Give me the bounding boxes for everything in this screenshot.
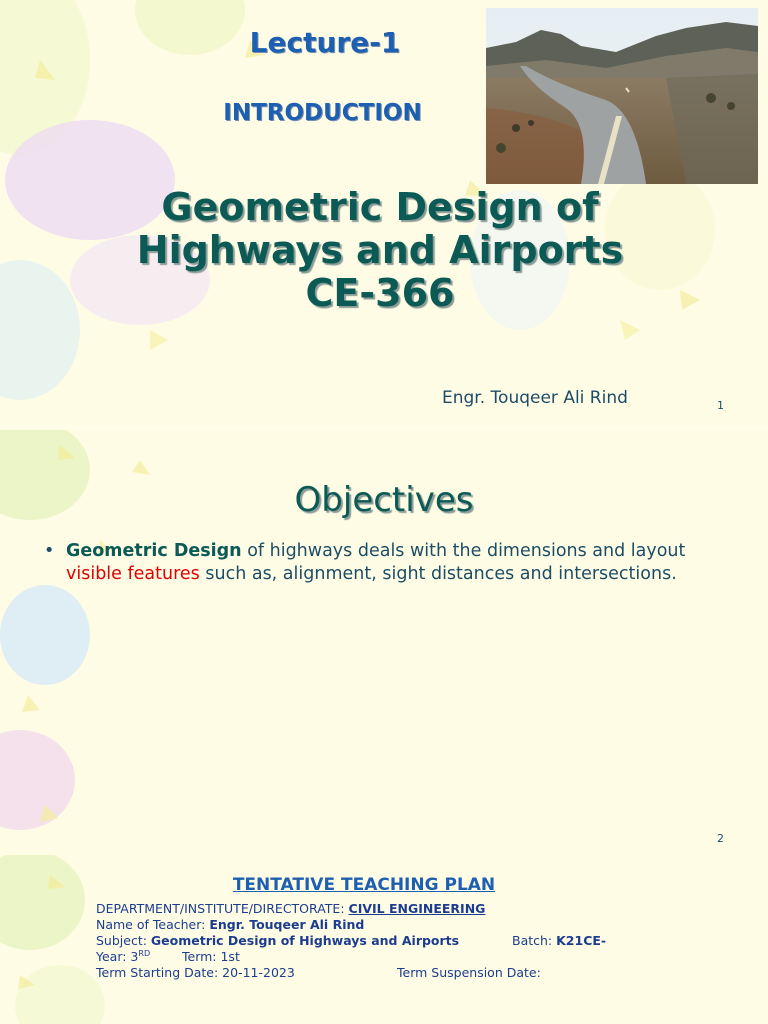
objective-bullet xyxy=(44,540,724,586)
slide-2 xyxy=(0,430,768,855)
objective-term: Geometric Design xyxy=(66,541,242,561)
objective-text-part-1: of highways deals with the dimensions and layout xyxy=(241,541,686,561)
term-start-date: Term Starting Date: 20-11-2023 xyxy=(96,965,295,980)
bullet-dot: • xyxy=(44,541,55,561)
department-value: CIVIL ENGINEERING xyxy=(348,901,486,916)
year-row xyxy=(96,949,150,964)
teacher-value: Engr. Touqeer Ali Rind xyxy=(209,917,365,932)
department-label: DEPARTMENT/INSTITUTE/DIRECTORATE: xyxy=(96,901,349,916)
lecture-label: Lecture-1 xyxy=(249,26,401,59)
department-row xyxy=(96,901,485,916)
year-label: Year: 3 xyxy=(96,949,139,965)
highway-photo xyxy=(486,8,758,184)
author-name: Engr. Touqeer Ali Rind xyxy=(442,388,628,408)
year-superscript: RD xyxy=(138,949,151,958)
course-title-line-1: Geometric Design of xyxy=(161,185,599,229)
teaching-plan-heading: TENTATIVE TEACHING PLAN xyxy=(232,875,496,895)
teacher-row xyxy=(96,917,364,932)
objective-text-part-2: such as, alignment, sight distances and intersections. xyxy=(199,564,677,584)
batch-row xyxy=(512,933,606,948)
objective-text xyxy=(66,540,724,586)
subject-value: Geometric Design of Highways and Airports xyxy=(150,933,460,948)
objective-highlight: visible features xyxy=(66,564,200,584)
term-suspension-date: Term Suspension Date: xyxy=(397,965,541,980)
teacher-label: Name of Teacher: xyxy=(96,917,210,932)
objectives-heading: Objectives xyxy=(294,480,474,520)
batch-value: K21CE- xyxy=(556,933,607,948)
subject-label: Subject: xyxy=(96,933,151,948)
batch-label: Batch: xyxy=(512,933,557,948)
subject-row xyxy=(96,933,459,948)
page-number: 1 xyxy=(717,399,724,412)
course-code: CE-366 xyxy=(305,271,455,315)
slide-3 xyxy=(0,855,768,1024)
introduction-label: INTRODUCTION xyxy=(223,100,422,126)
slide-1 xyxy=(0,0,768,425)
course-title xyxy=(70,186,690,315)
term-label: Term: 1st xyxy=(182,949,240,964)
page-number: 2 xyxy=(717,832,724,845)
course-title-line-2: Highways and Airports xyxy=(136,228,624,272)
